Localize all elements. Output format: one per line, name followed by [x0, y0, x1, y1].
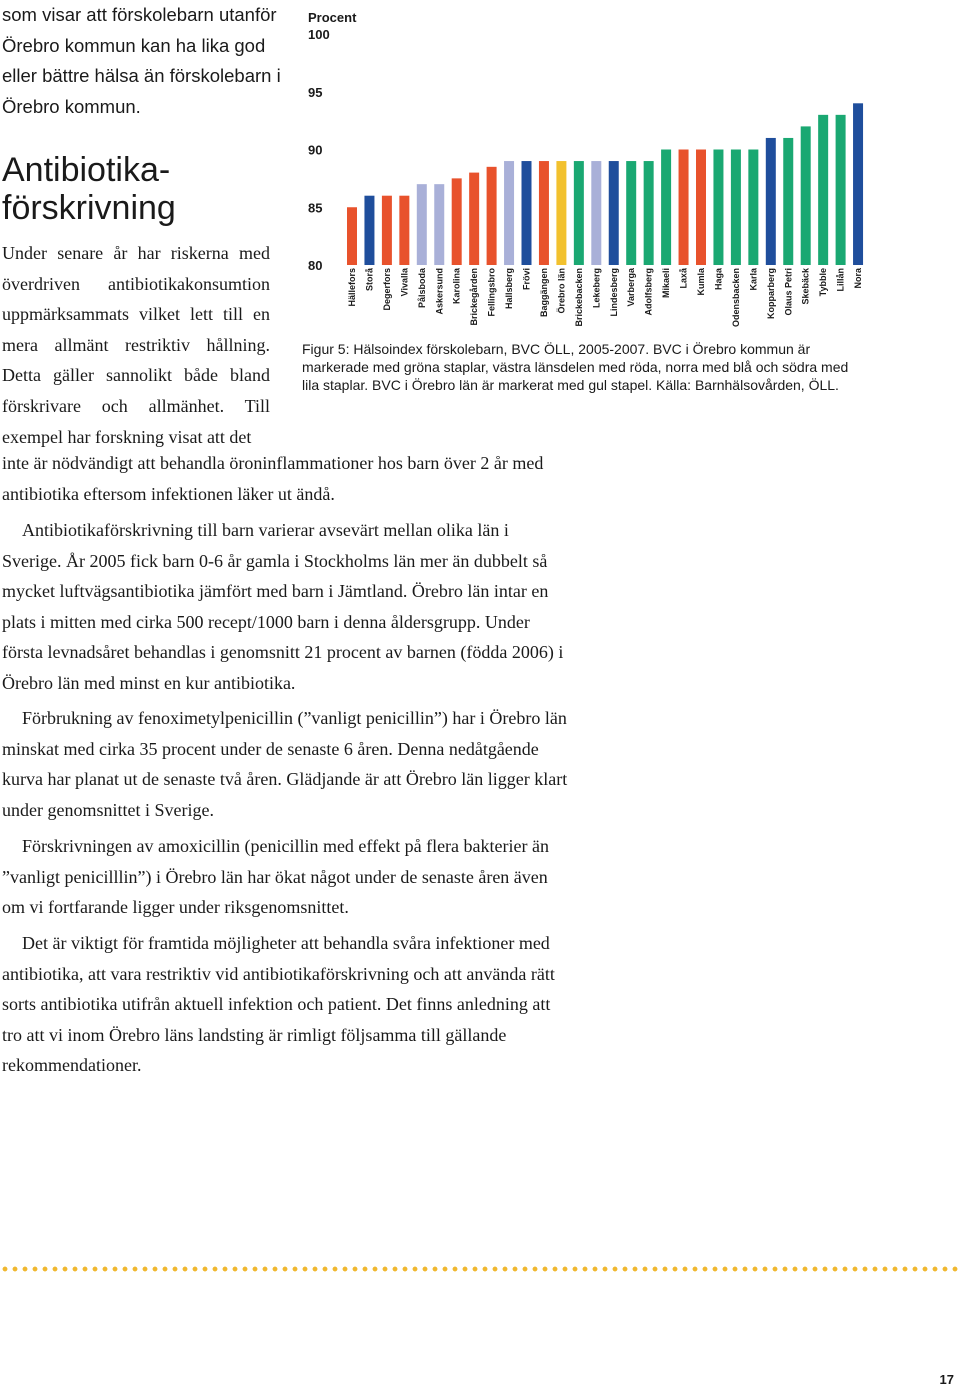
- bar: [836, 115, 846, 265]
- x-tick-label: Skebäck: [800, 268, 811, 305]
- bar: [609, 161, 619, 265]
- bar: [399, 196, 409, 265]
- bar: [626, 161, 636, 265]
- x-tick-label: Örebro län: [556, 268, 567, 314]
- bar: [644, 161, 654, 265]
- bar: [696, 150, 706, 266]
- x-tick-label: Brickebacken: [573, 268, 584, 327]
- bar: [591, 161, 601, 265]
- bar: [556, 161, 566, 265]
- x-tick-label: Frövi: [521, 268, 532, 291]
- x-tick-label: Askersund: [434, 268, 445, 315]
- x-tick-label: Olaus Petri: [783, 268, 794, 316]
- paragraph-2: Antibiotikaförskrivning till barn varierar avsevärt mellan olika län i Sverige. År 2005 fick barn 0-6 år gamla i Stockholms län mer än dubbelt så mycket luftvägsantibiotika jämfört med barn i Jämtland. Örebro län intar en plats i mitten med cirka 500 recept/1000 barn i denna åldersgrupp. Under första levnadsåret behandlas i genomsnitt 21 procent av barnen (födda 2006) i Örebro län med minst en kur antibiotika.: [2, 520, 564, 693]
- x-tick-label: Laxå: [678, 268, 689, 289]
- x-tick-label: Fellingsbro: [486, 268, 497, 317]
- x-tick-label: Vivalla: [399, 268, 410, 297]
- x-tick-label: Lindesberg: [608, 268, 619, 317]
- x-tick-label: Kopparberg: [765, 268, 776, 320]
- bar: [452, 178, 462, 265]
- bar: [417, 184, 427, 265]
- section-heading: Antibiotika-förskrivning: [2, 151, 176, 227]
- bar: [574, 161, 584, 265]
- x-tick-label: Lekeberg: [591, 268, 602, 309]
- bar: [487, 167, 497, 265]
- x-tick-label: Baggängen: [538, 268, 549, 318]
- x-tick-label: Mikaeli: [661, 268, 672, 299]
- x-tick-label: Hällefors: [347, 268, 357, 307]
- bar: [539, 161, 549, 265]
- y-tick-label: 95: [308, 84, 323, 100]
- bar: [713, 150, 723, 266]
- y-tick-label: 90: [308, 142, 323, 158]
- paragraph-4: Förskrivningen av amoxicillin (penicillin med effekt på flera bakterier än ”vanligt penicilllin”) i Örebro län har ökat något under de senaste åren även om vi fortfarande ligger under riksgenomsnittet.: [2, 836, 549, 918]
- x-tick-label: Varberga: [626, 268, 637, 307]
- bar: [783, 138, 793, 265]
- x-tick-label: Brickegården: [469, 268, 480, 326]
- y-tick-label: 80: [308, 258, 323, 273]
- x-tick-label: Karla: [748, 268, 759, 291]
- bar: [748, 150, 758, 266]
- figure-caption: Figur 5: Hälsoindex förskolebarn, BVC ÖLL, 2005-2007. BVC i Örebro kommun är markerade med gröna staplar, västra länsdelen med röda, norra med blå och södra med lila staplar. BVC i Örebro län är markerat med gul stapel. Källa: Barnhälsovården, ÖLL.: [302, 341, 849, 393]
- bar: [522, 161, 532, 265]
- x-tick-label: Nora: [853, 268, 864, 289]
- bar: [801, 126, 811, 265]
- y-tick-label: 100: [308, 27, 330, 42]
- health-index-chart: [300, 0, 960, 340]
- bar: [766, 138, 776, 265]
- x-tick-label: Haga: [713, 268, 724, 291]
- bar: [434, 184, 444, 265]
- x-tick-label: Odensbacken: [730, 268, 741, 328]
- bar: [818, 115, 828, 265]
- paragraph-5: Det är viktigt för framtida möjligheter att behandla svåra infektioner med antibiotika, att vara restriktiv vid antibiotikaförskrivning och att använda rätt sorts antibiotika utifrån aktuell infektion och patient. Det finns anledning att tro att vi inom Örebro läns landsting är rimligt följsamma till gällande rekommendationer.: [2, 933, 555, 1076]
- y-axis-label: Procent: [308, 10, 357, 25]
- x-tick-label: Hallsberg: [504, 268, 515, 310]
- bar: [853, 103, 863, 265]
- bar: [364, 196, 374, 265]
- y-tick-label: 85: [308, 200, 323, 216]
- bar: [347, 207, 357, 265]
- x-tick-label: Tybble: [818, 268, 829, 297]
- x-tick-label: Adolfsberg: [643, 268, 654, 316]
- intro-paragraph: som visar att förskolebarn utanför Örebro kommun kan ha lika god eller bättre hälsa än förskolebarn i Örebro kommun.: [2, 4, 281, 117]
- paragraph-3: Förbrukning av fenoximetylpenicillin (”vanligt penicillin”) har i Örebro län minskat med cirka 35 procent under de senaste 6 åren. Denna nedåtgående kurva har planat ut de senaste två åren. Glädjande är att Örebro län ligger klart under genomsnittet i Sverige.: [2, 708, 568, 820]
- x-tick-label: Karolina: [451, 268, 462, 305]
- x-tick-label: Degerfors: [381, 268, 392, 311]
- paragraph-1-start: Under senare år har riskerna med överdriven antibiotikakonsumtion uppmärksammats vilket lett till en mera allmänt restriktiv hållning. Detta gäller sannolikt både bland förskrivare och allmänhet. Till exempel har forskning visat att det: [2, 243, 270, 447]
- paragraph-1-end: inte är nödvändigt att behandla öroninflammationer hos barn över 2 år med antibiotika eftersom infektionen läker ut ändå.: [2, 453, 544, 504]
- bar: [504, 161, 514, 265]
- bar: [382, 196, 392, 265]
- x-tick-label: Storå: [364, 268, 375, 292]
- x-tick-label: Kumla: [696, 268, 706, 296]
- bar-chart-svg: [300, 0, 960, 340]
- x-tick-label: Pålsboda: [416, 268, 427, 309]
- dotted-divider: [0, 1264, 960, 1274]
- x-tick-label: Lillån: [835, 268, 846, 292]
- bar: [679, 150, 689, 266]
- bar: [469, 173, 479, 265]
- page-number: 17: [939, 1372, 954, 1387]
- bar: [661, 150, 671, 266]
- bar: [731, 150, 741, 266]
